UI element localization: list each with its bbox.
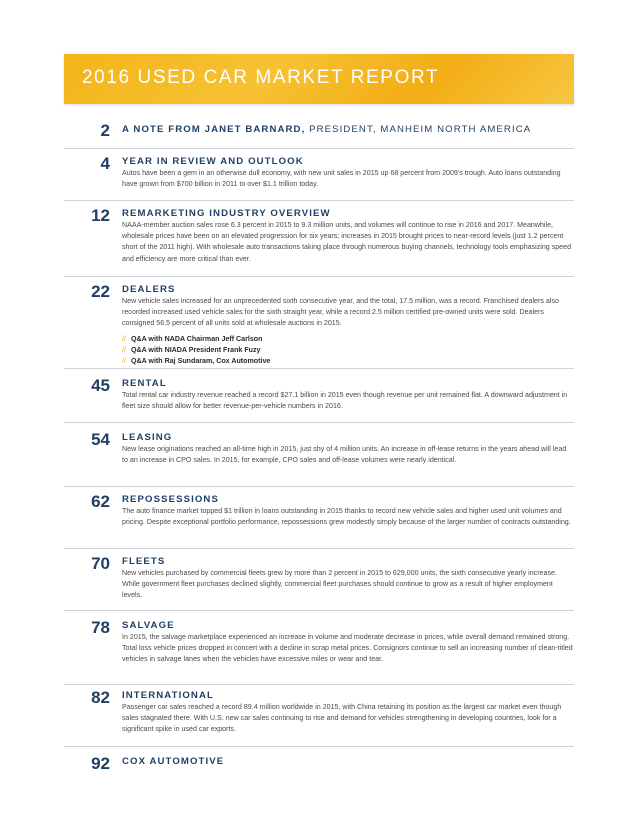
divider	[64, 148, 574, 149]
section-heading: INTERNATIONAL	[122, 690, 214, 701]
section-summary: Autos have been a gem in an otherwise dull economy, with new unit sales in 2015 up 68 percent from 2009's trough. Auto loans outstanding have grown from $700 billion in 2011 to over $1.1 trillion today.	[122, 169, 561, 189]
divider	[64, 200, 574, 201]
qa-list	[122, 334, 574, 368]
page-number: 70	[91, 554, 110, 573]
page-number: 12	[91, 206, 110, 225]
page-number: 45	[91, 376, 110, 395]
section-summary: In 2015, the salvage marketplace experienced an increase in volume and moderate decrease in prices, while overall demand remained strong. Total loss vehicle prices dropped in concert with a decline in scrap metal prices. Consignors continue to sell an increasing number of clean-titled vehicles in salvage lanes when the vehicles have excessive miles or wear and tear.	[122, 633, 573, 664]
page-number: 54	[91, 430, 110, 449]
qa-item[interactable]: // Q&A with NADA Chairman Jeff Carlson	[122, 334, 263, 343]
section-heading: REPOSSESSIONS	[122, 494, 219, 505]
report-title: 2016 USED CAR MARKET REPORT	[82, 67, 440, 88]
divider	[64, 548, 574, 549]
section-heading: RENTAL	[122, 378, 167, 389]
section-heading: COX AUTOMOTIVE	[122, 756, 225, 767]
divider	[64, 368, 574, 369]
section-heading: SALVAGE	[122, 620, 175, 631]
divider	[64, 276, 574, 277]
page-number: 92	[91, 754, 110, 773]
section-heading: LEASING	[122, 432, 173, 443]
qa-item[interactable]: // Q&A with Raj Sundaram, Cox Automotive	[122, 357, 271, 366]
report-title-banner	[64, 54, 574, 104]
page-number: 78	[91, 618, 110, 637]
section-summary: New lease originations reached an all-time high in 2015, just shy of 4 million units. An increase in off-lease returns in the years ahead will lead to an increase in CPO sales. In 2015, for example, CPO sales and off-lease volumes were nearly identical.	[122, 445, 567, 465]
qa-item[interactable]: // Q&A with NIADA President Frank Fuzy	[122, 346, 261, 355]
section-heading: A NOTE FROM JANET BARNARD, PRESIDENT, MANHEIM NORTH AMERICA	[122, 124, 532, 135]
section-summary: New vehicles purchased by commercial fleets grew by more than 2 percent in 2015 to 629,000 units, the sixth consecutive yearly increase. While government fleet purchases declined slightly, commercial fleet purchases should continue to grow as a result of higher employment levels.	[122, 569, 557, 600]
page-number: 4	[100, 154, 110, 173]
section-summary: Total rental car industry revenue reached a record $27.1 billion in 2015 even though revenue per unit remained flat. A downward adjustment in fleet size should allow for better revenue-per-vehicle numbers in 2016.	[122, 391, 568, 411]
section-heading: DEALERS	[122, 284, 176, 295]
page-number: 2	[100, 121, 110, 140]
section-heading: FLEETS	[122, 556, 166, 567]
section-heading: YEAR IN REVIEW AND OUTLOOK	[122, 156, 304, 167]
divider	[64, 422, 574, 423]
section-summary: The auto finance market topped $1 trillion in loans outstanding in 2015 thanks to record new vehicle sales and higher used unit volumes and pricing. Despite exceptional portfolio performance, repossessions grew modestly simply because of the larger number of contracts outstanding.	[122, 507, 571, 527]
section-heading: REMARKETING INDUSTRY OVERVIEW	[122, 208, 331, 219]
page-number: 22	[91, 282, 110, 301]
divider	[64, 486, 574, 487]
page-number: 82	[91, 688, 110, 707]
divider	[64, 746, 574, 747]
divider	[64, 610, 574, 611]
divider	[64, 684, 574, 685]
page-number: 62	[91, 492, 110, 511]
section-summary: NAAA-member auction sales rose 6.3 percent in 2015 to 9.3 million units, and volumes will continue to rise in 2016 and 2017. Meanwhile, wholesale prices have been on an elevated progression for six years; increases in 2015 brought prices to near-record levels (just 1.2 percent short of the 2011 high). With wholesale auto transactions taking place through numerous buying channels, technology tools emphasizing speed and efficiency are more critical than ever.	[122, 221, 572, 263]
section-summary: Passenger car sales reached a record 89.4 million worldwide in 2015, with China retaining its position as the largest car market even though sales stagnated there. With U.S. new car sales continuing to rise and demand for vehicles strengthening in developing countries, look for a significant spike in used car exports.	[122, 703, 562, 734]
section-summary: New vehicle sales increased for an unprecedented sixth consecutive year, and the total, 17.5 million, was a record. Franchised dealers also recorded increased used vehicle sales for the sixth straight year, while a record 2.5 million certified pre-owned units were sold. Dealers consigned 56.5 percent of all units sold at wholesale auctions in 2015.	[122, 297, 559, 328]
